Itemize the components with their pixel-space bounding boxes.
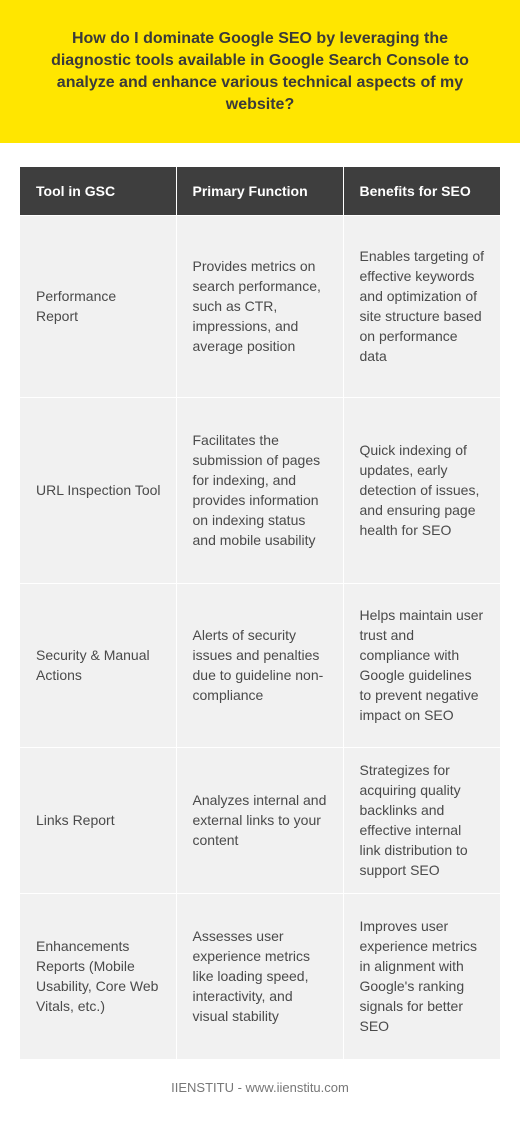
benefit-cell: Helps maintain user trust and compliance with Google guidelines to prevent negative impact on SEO <box>343 583 500 747</box>
tool-cell: Performance Report <box>20 215 176 397</box>
tool-cell: Security & Manual Actions <box>20 583 176 747</box>
function-cell: Assesses user experience metrics like loading speed, interactivity, and visual stability <box>176 893 343 1059</box>
benefit-cell: Strategizes for acquiring quality backlinks and effective internal link distribution to support SEO <box>343 747 500 893</box>
seo-tools-table <box>20 167 500 1059</box>
function-cell: Alerts of security issues and penalties due to guideline non-compliance <box>176 583 343 747</box>
title-banner <box>0 0 520 143</box>
tool-cell: URL Inspection Tool <box>20 397 176 583</box>
table-row <box>20 397 500 583</box>
function-cell: Facilitates the submission of pages for indexing, and provides information on indexing status and mobile usability <box>176 397 343 583</box>
column-header-function: Primary Function <box>176 167 343 215</box>
table-header-row <box>20 167 500 215</box>
page-title: How do I dominate Google SEO by leveraging the diagnostic tools available in Google Search Console to analyze and enhance various technical aspects of my website? <box>51 29 469 113</box>
table-row <box>20 747 500 893</box>
table-row <box>20 215 500 397</box>
tool-cell: Links Report <box>20 747 176 893</box>
table-row <box>20 583 500 747</box>
benefit-cell: Enables targeting of effective keywords and optimization of site structure based on performance data <box>343 215 500 397</box>
column-header-tool: Tool in GSC <box>20 167 176 215</box>
function-cell: Provides metrics on search performance, such as CTR, impressions, and average position <box>176 215 343 397</box>
footer-credit: IIENSTITU - www.iienstitu.com <box>171 1080 349 1095</box>
table-row <box>20 893 500 1059</box>
tool-cell: Enhancements Reports (Mobile Usability, Core Web Vitals, etc.) <box>20 893 176 1059</box>
function-cell: Analyzes internal and external links to your content <box>176 747 343 893</box>
benefit-cell: Improves user experience metrics in alignment with Google's ranking signals for better SEO <box>343 893 500 1059</box>
benefit-cell: Quick indexing of updates, early detection of issues, and ensuring page health for SEO <box>343 397 500 583</box>
column-header-benefits: Benefits for SEO <box>343 167 500 215</box>
